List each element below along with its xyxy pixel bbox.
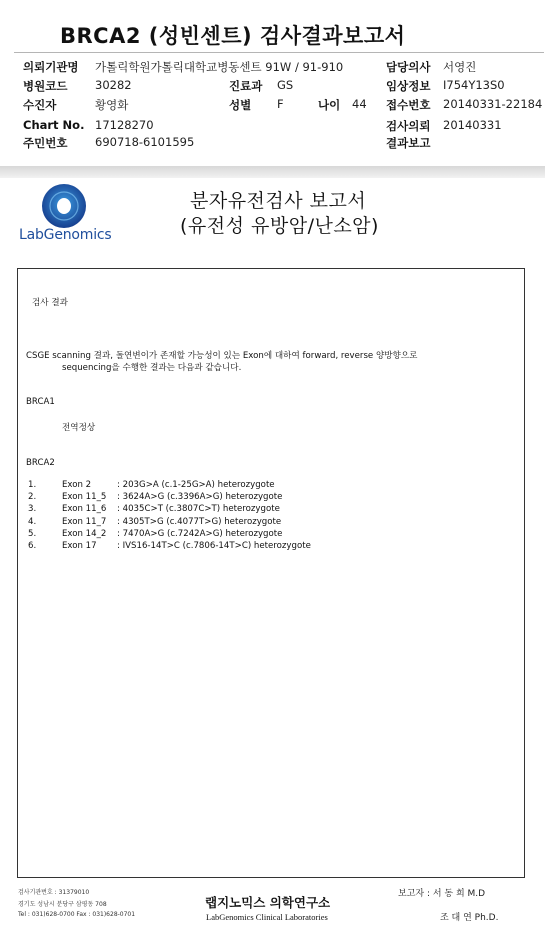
request-date-value: 20140331	[443, 118, 502, 132]
variant-exon: Exon 11_7	[62, 516, 107, 527]
receipt-no-value: 20140331-22184	[443, 97, 543, 111]
variant-description: : 4305T>G (c.4077T>G) heterozygote	[117, 516, 282, 527]
variant-number: 4.	[28, 516, 37, 527]
patient-value: 황영화	[95, 98, 129, 112]
variant-description: : IVS16-14T>C (c.7806-14T>C) heterozygote	[117, 541, 311, 551]
department-label: 진료과	[229, 79, 263, 93]
variant-number: 5.	[28, 528, 37, 539]
hospital-code-value: 30282	[95, 78, 132, 92]
variant-exon: Exon 2	[62, 480, 92, 490]
chart-no-value: 17128270	[95, 118, 154, 132]
footer-contact: Tel : 031)628-0700 Fax : 031)628-0701	[18, 911, 136, 918]
page-separator-band	[0, 166, 545, 178]
physician-label: 담당의사	[386, 60, 431, 74]
document-title: 분자유전검사 보고서	[190, 190, 367, 212]
document-subtitle: (유전성 유방암/난소암)	[180, 215, 379, 237]
sex-value: F	[277, 97, 284, 111]
variant-description: : 4035C>T (c.3807C>T) heterozygote	[117, 504, 280, 515]
logo-wordmark: LabGenomics	[19, 227, 112, 243]
variant-exon: Exon 17	[62, 541, 97, 551]
variant-number: 3.	[28, 504, 37, 515]
institution-value: 가톨릭학원가톨릭대학교병동센트 91W / 91-910	[95, 60, 344, 74]
department-value: GS	[277, 78, 294, 92]
variant-description: : 203G>A (c.1-25G>A) heterozygote	[117, 480, 275, 490]
hospital-code-label: 병원코드	[23, 79, 68, 93]
variant-exon: Exon 11_6	[62, 504, 107, 515]
report-date-label: 결과보고	[386, 136, 431, 150]
clinical-info-value: I754Y13S0	[443, 78, 505, 92]
clinical-info-label: 임상정보	[386, 79, 431, 93]
footer-license: 검사기관번호 : 31379010	[18, 889, 90, 896]
brca1-result: 전역정상	[62, 423, 96, 433]
patient-label: 수진자	[23, 98, 57, 112]
brca1-label: BRCA1	[26, 397, 55, 407]
age-label: 나이	[318, 98, 341, 112]
footer-address: 경기도 성남시 분당구 삼평동 708	[18, 901, 107, 908]
resident-no-label: 주민번호	[23, 136, 68, 150]
institution-label: 의뢰기관명	[23, 60, 79, 74]
resident-no-value: 690718-6101595	[95, 135, 195, 149]
variant-description: : 7470A>G (c.7242A>G) heterozygote	[117, 528, 283, 539]
labgenomics-logo-icon	[40, 182, 88, 230]
reporter-second: 조 대 연 Ph.D.	[440, 913, 499, 923]
request-date-label: 검사의뢰	[386, 119, 431, 133]
method-text-line2: sequencing을 수행한 결과는 다음과 같습니다.	[62, 363, 242, 373]
page-title: BRCA2 (성빈센트) 검사결과보고서	[60, 24, 406, 48]
variant-exon: Exon 11_5	[62, 492, 107, 503]
method-text-line1: CSGE scanning 결과, 돌연변이가 존재할 가능성이 있는 Exon에 대하여 forward, reverse 양방향으로	[26, 351, 418, 361]
lab-name-korean: 랩지노믹스 의학연구소	[205, 895, 331, 910]
lab-name-english: LabGenomics Clinical Laboratories	[206, 912, 328, 922]
physician-value: 서영진	[443, 60, 477, 74]
variant-number: 1.	[28, 480, 37, 490]
sex-label: 성별	[229, 98, 252, 112]
age-value: 44	[352, 97, 367, 111]
receipt-no-label: 접수번호	[386, 98, 431, 112]
variant-description: : 3624A>G (c.3396A>G) heterozygote	[117, 492, 283, 503]
variant-number: 6.	[28, 541, 37, 551]
reporter: 보고자 : 서 동 희 M.D	[398, 889, 486, 899]
brca2-label: BRCA2	[26, 458, 55, 468]
chart-no-label: Chart No.	[23, 118, 85, 132]
variant-exon: Exon 14_2	[62, 528, 107, 539]
section-heading: 검사 결과	[32, 298, 68, 308]
variant-number: 2.	[28, 492, 37, 503]
header-divider	[14, 52, 544, 53]
